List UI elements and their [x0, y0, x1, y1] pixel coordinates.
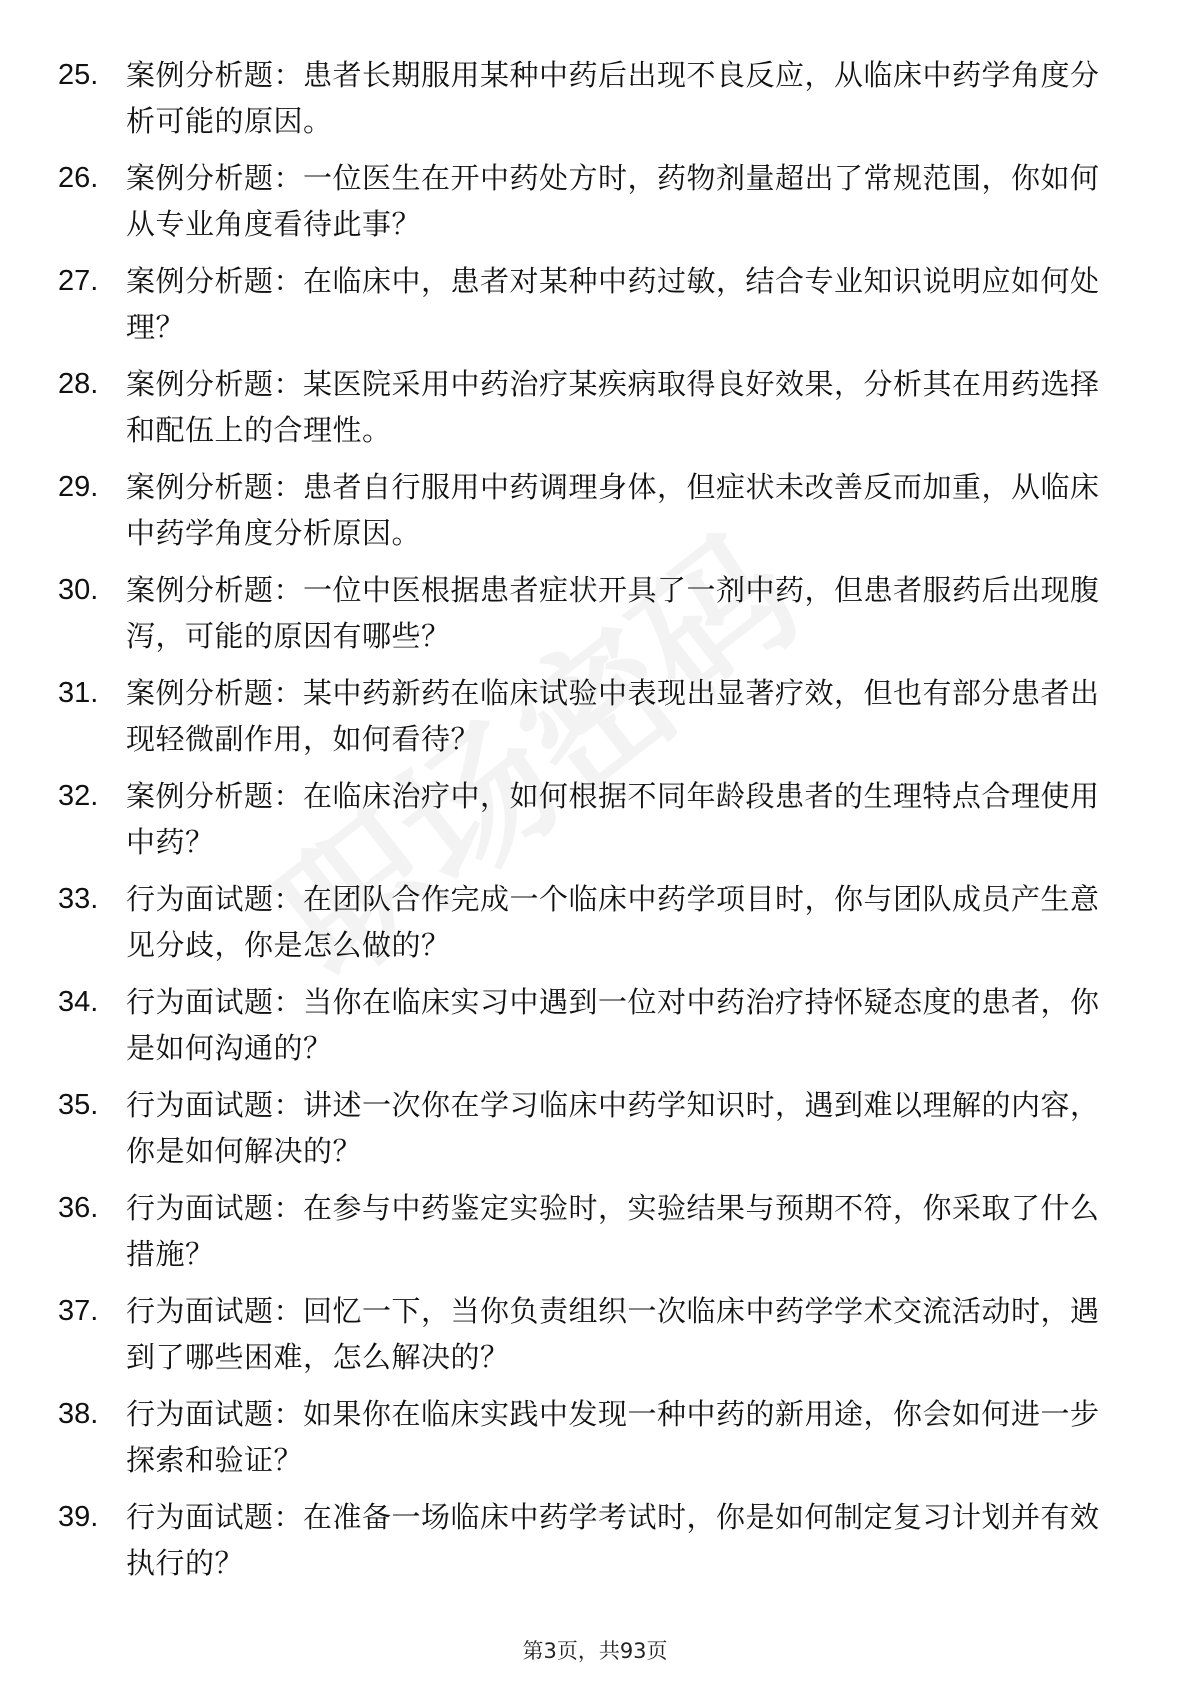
- question-item: [58, 155, 1138, 258]
- question-number: 39.: [58, 1501, 99, 1533]
- question-text: 行为面试题：在团队合作完成一个临床中药学项目时，你与团队成员产生意见分歧，你是怎么做的？: [126, 882, 1100, 962]
- question-item: [58, 876, 1138, 979]
- page-footer: [0, 1637, 1190, 1665]
- question-number: 31.: [58, 677, 99, 709]
- page-number: 第3页，共93页: [522, 1639, 668, 1663]
- question-text: 案例分析题：在临床治疗中，如何根据不同年龄段患者的生理特点合理使用中药？: [126, 779, 1100, 859]
- question-number: 33.: [58, 883, 99, 915]
- question-text: 案例分析题：某医院采用中药治疗某疾病取得良好效果，分析其在用药选择和配伍上的合理性。: [126, 367, 1100, 447]
- question-number: 37.: [58, 1295, 99, 1327]
- question-text: 案例分析题：某中药新药在临床试验中表现出显著疗效，但也有部分患者出现轻微副作用，如何看待？: [126, 676, 1100, 756]
- question-item: [58, 1185, 1138, 1288]
- question-item: [58, 258, 1138, 361]
- question-number: 36.: [58, 1192, 99, 1224]
- question-item: [58, 1391, 1138, 1494]
- question-text: 案例分析题：患者自行服用中药调理身体，但症状未改善反而加重，从临床中药学角度分析原因。: [126, 470, 1100, 550]
- question-text: 行为面试题：在参与中药鉴定实验时，实验结果与预期不符，你采取了什么措施？: [126, 1191, 1100, 1271]
- question-number: 28.: [58, 368, 99, 400]
- question-text: 行为面试题：在准备一场临床中药学考试时，你是如何制定复习计划并有效执行的？: [126, 1500, 1100, 1580]
- question-number: 30.: [58, 574, 99, 606]
- question-text: 案例分析题：一位中医根据患者症状开具了一剂中药，但患者服药后出现腹泻，可能的原因有哪些？: [126, 573, 1100, 653]
- question-number: 38.: [58, 1398, 99, 1430]
- question-item: [58, 464, 1138, 567]
- question-item: [58, 1494, 1138, 1597]
- question-text: 行为面试题：当你在临床实习中遇到一位对中药治疗持怀疑态度的患者，你是如何沟通的？: [126, 985, 1100, 1065]
- question-number: 27.: [58, 265, 99, 297]
- question-item: [58, 567, 1138, 670]
- question-text: 行为面试题：回忆一下，当你负责组织一次临床中药学学术交流活动时，遇到了哪些困难，怎么解决的？: [126, 1294, 1100, 1374]
- question-text: 案例分析题：一位医生在开中药处方时，药物剂量超出了常规范围，你如何从专业角度看待此事？: [126, 161, 1100, 241]
- question-item: [58, 670, 1138, 773]
- question-item: [58, 773, 1138, 876]
- question-text: 行为面试题：如果你在临床实践中发现一种中药的新用途，你会如何进一步探索和验证？: [126, 1397, 1100, 1477]
- question-item: [58, 1082, 1138, 1185]
- question-text: 行为面试题：讲述一次你在学习临床中药学知识时，遇到难以理解的内容，你是如何解决的？: [126, 1088, 1100, 1168]
- question-number: 34.: [58, 986, 99, 1018]
- question-number: 26.: [58, 162, 99, 194]
- question-text: 案例分析题：在临床中，患者对某种中药过敏，结合专业知识说明应如何处理？: [126, 264, 1100, 344]
- question-list: [58, 52, 1138, 1597]
- question-number: 29.: [58, 471, 99, 503]
- question-item: [58, 979, 1138, 1082]
- question-item: [58, 52, 1138, 155]
- question-text: 案例分析题：患者长期服用某种中药后出现不良反应，从临床中药学角度分析可能的原因。: [126, 58, 1100, 138]
- question-number: 32.: [58, 780, 99, 812]
- question-item: [58, 361, 1138, 464]
- question-number: 35.: [58, 1089, 99, 1121]
- question-item: [58, 1288, 1138, 1391]
- question-number: 25.: [58, 59, 99, 91]
